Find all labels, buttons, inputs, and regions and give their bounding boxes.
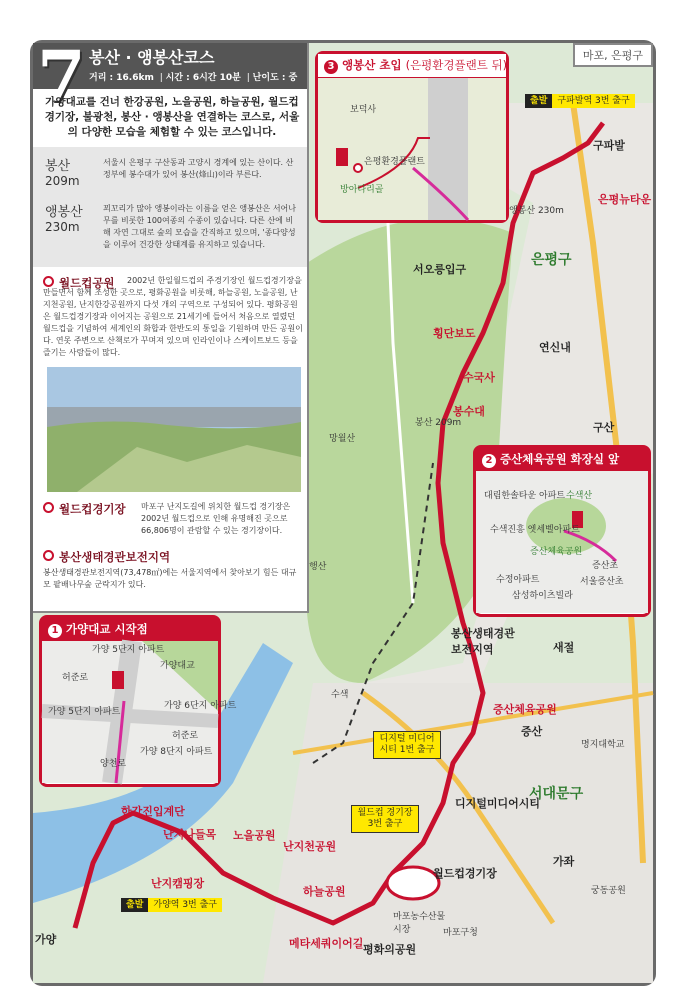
place-label: 궁동공원: [591, 886, 626, 896]
course-title: 봉산 · 앵봉산코스: [89, 48, 215, 67]
difficulty: 난이도 : 중: [252, 73, 298, 83]
place-label: 봉산 209m: [415, 418, 462, 428]
inset-header: 1 가양대교 시작점: [42, 618, 218, 641]
station-label: 메타세쿼이어길: [289, 937, 364, 950]
section-title: 봉산생태경관보전지역: [43, 549, 170, 565]
place-label: 마포구청: [443, 928, 478, 938]
station-label: 노을공원: [233, 829, 276, 842]
inset-label: 삼성하이츠빌라: [512, 591, 573, 601]
place-label: 수색: [331, 690, 349, 700]
duration: 시간 : 6시간 10분: [165, 73, 241, 83]
station-label: 봉수대: [453, 405, 485, 418]
start-callout: 출발 가양역 3번 출구: [121, 897, 222, 910]
station-label: 봉산생태경관 보전지역: [451, 627, 515, 656]
station-label: 난지천공원: [283, 840, 337, 853]
world-cup-park-photo: [47, 367, 301, 492]
inset-header: 3 앵봉산 초입 (은평환경플랜트 뒤): [318, 54, 506, 78]
place-label: 앵봉산 230m: [509, 206, 564, 216]
inset-label: 허준로: [62, 673, 89, 683]
inset-label: 가양대교: [160, 661, 195, 671]
inset-label: 허준로: [172, 731, 199, 741]
bullet-icon: [43, 550, 54, 561]
peak-name: 봉산 209m: [45, 159, 80, 188]
place-label: 명지대학교: [581, 740, 625, 750]
inset-1[interactable]: [39, 615, 237, 787]
station-label: 한강진입계단: [121, 805, 185, 818]
inset-label: 은평환경플랜트: [364, 157, 425, 167]
inset-label: 양천로: [100, 759, 127, 769]
inset-label: 증산체육공원: [530, 547, 583, 557]
inset-label: 수정아파트: [496, 575, 540, 585]
inset-label: 방아다리골: [340, 185, 384, 195]
distance: 거리 : 16.6km: [89, 73, 154, 83]
inset-label: 가양 8단지 아파트: [140, 747, 213, 757]
peak-info: [33, 147, 307, 267]
course-info-panel: [33, 35, 309, 613]
section-title: 월드컵경기장: [43, 501, 126, 517]
place-label: 망월산: [329, 434, 356, 444]
inset-3[interactable]: [315, 51, 509, 223]
station-label: 수국사: [463, 371, 495, 384]
place-label: 증산: [521, 725, 543, 738]
station-label: 은평뉴타운: [598, 193, 652, 206]
place-label: 구산: [593, 421, 615, 434]
peak-desc: 서울시 은평구 구산동과 고양시 경계에 있는 산이다. 산정부에 봉수대가 있어 봉산(烽山)이라 부른다.: [103, 158, 294, 179]
station-label: 하늘공원: [303, 885, 346, 898]
inset-2[interactable]: [473, 445, 651, 617]
district-label: 은평구: [531, 252, 572, 268]
course-meta: 거리 : 16.6km | 시간 : 6시간 10분 | 난이도 : 중: [89, 73, 298, 83]
section-text: 봉산생태경관보전지역(73,478㎡)에는 서울지역에서 찾아보기 힘든 대규모 팥배나무숲 군락지가 있다.: [43, 568, 297, 589]
start-callout: 출발 구파발역 3번 출구: [525, 93, 635, 106]
station-label: 월드컵경기장: [433, 867, 497, 880]
map-frame: [30, 35, 656, 986]
region-badge: 마포, 은평구: [573, 43, 653, 67]
peak-height: 209m: [45, 174, 80, 188]
station-label: 증산체육공원: [493, 703, 557, 716]
peak-height: 230m: [45, 220, 80, 234]
inset-label: 가양 6단지 아파트: [164, 701, 237, 711]
exit-callout: 디지털 미디어 시티 1번 출구: [373, 731, 441, 759]
inset-map: [318, 78, 506, 220]
inset-label: 대림한솔타운 아파트: [484, 491, 566, 501]
course-number: 7: [37, 35, 86, 118]
inset-label: 보덕사: [350, 105, 377, 115]
inset-label: 수색진흥 엣세벨아파트: [490, 525, 580, 535]
place-label: 가좌: [553, 855, 575, 868]
peak-name: 앵봉산 230m: [45, 205, 83, 234]
station-label: 가양: [35, 933, 57, 946]
station-label: 난지캠핑장: [151, 877, 205, 890]
inset-label: 수색산: [566, 491, 593, 501]
inset-label: 서울증산초: [580, 577, 624, 587]
inset-label: 가양 5단지 아파트: [92, 645, 165, 655]
district-label: 서대문구: [529, 786, 584, 802]
inset-label: 증산초: [592, 561, 619, 571]
section-text: 마포구 난지도길에 위치한 월드컵 경기장은 2002년 월드컵으로 인해 유명해진 곳으로 66,806명이 관람할 수 있는 경기장이다.: [141, 502, 291, 535]
place-label: 행산: [309, 562, 327, 572]
station-label: 평화의공원: [363, 943, 417, 956]
bullet-icon: [43, 502, 54, 513]
station-label: 구파발: [593, 139, 625, 152]
station-label: 디지털미디어시티: [455, 797, 541, 810]
exit-callout: 월드컵 경기장 3번 출구: [351, 805, 419, 833]
place-label: 새절: [553, 641, 575, 654]
inset-header: 2 증산체육공원 화장실 앞: [476, 448, 648, 471]
place-label: 마포농수산물 시장: [393, 912, 446, 935]
station-label: 난지나들목: [163, 828, 217, 841]
station-label: 횡단보도: [433, 327, 476, 340]
section-title: 월드컵공원: [43, 275, 115, 291]
section-text: 2002년 한일월드컵의 주경기장인 월드컵경기장을 만들면서 함께 조성한 곳으로, 평화공원을 비롯해, 하늘공원, 노을공원, 난지천공원, 난지한강공원까지 다섯 개의 구역으로 구성되어 있다. 평화공원은 월드컵경기장과 이어지는 공원으로 21세기에 들어서 처음으로 열렸던 월드컵을 기념하여 세계인의 화합과 한반도의 통일을 기원하며 만든 공원이다. 연못 주변으로 산책로가 꾸며져 있으며 인라인이나 스케이트보드 등을 즐기는 사람들이 많다.: [43, 276, 303, 357]
place-label: 연신내: [539, 341, 571, 354]
inset-label: 가양 5단지 아파트: [48, 707, 121, 717]
course-intro: 가양대교를 건너 한강공원, 노을공원, 하늘공원, 월드컵경기장, 불광천, 봉산 · 앵봉산을 연결하는 코스로, 서울의 다양한 모습을 체험할 수 있는 코스입니다.: [44, 96, 300, 138]
peak-desc: 꾀꼬리가 많아 앵봉이라는 이름을 얻은 앵봉산은 서어나무를 비롯한 100여종의 수종이 있습니다. 다른 산에 비해 자연 그대로 숲의 모습을 간직하고 있으며, '종다양성을 이루어 건강한 상태계를 유지하고 있습니다.: [103, 204, 296, 249]
station-label: 서오릉입구: [413, 263, 467, 276]
